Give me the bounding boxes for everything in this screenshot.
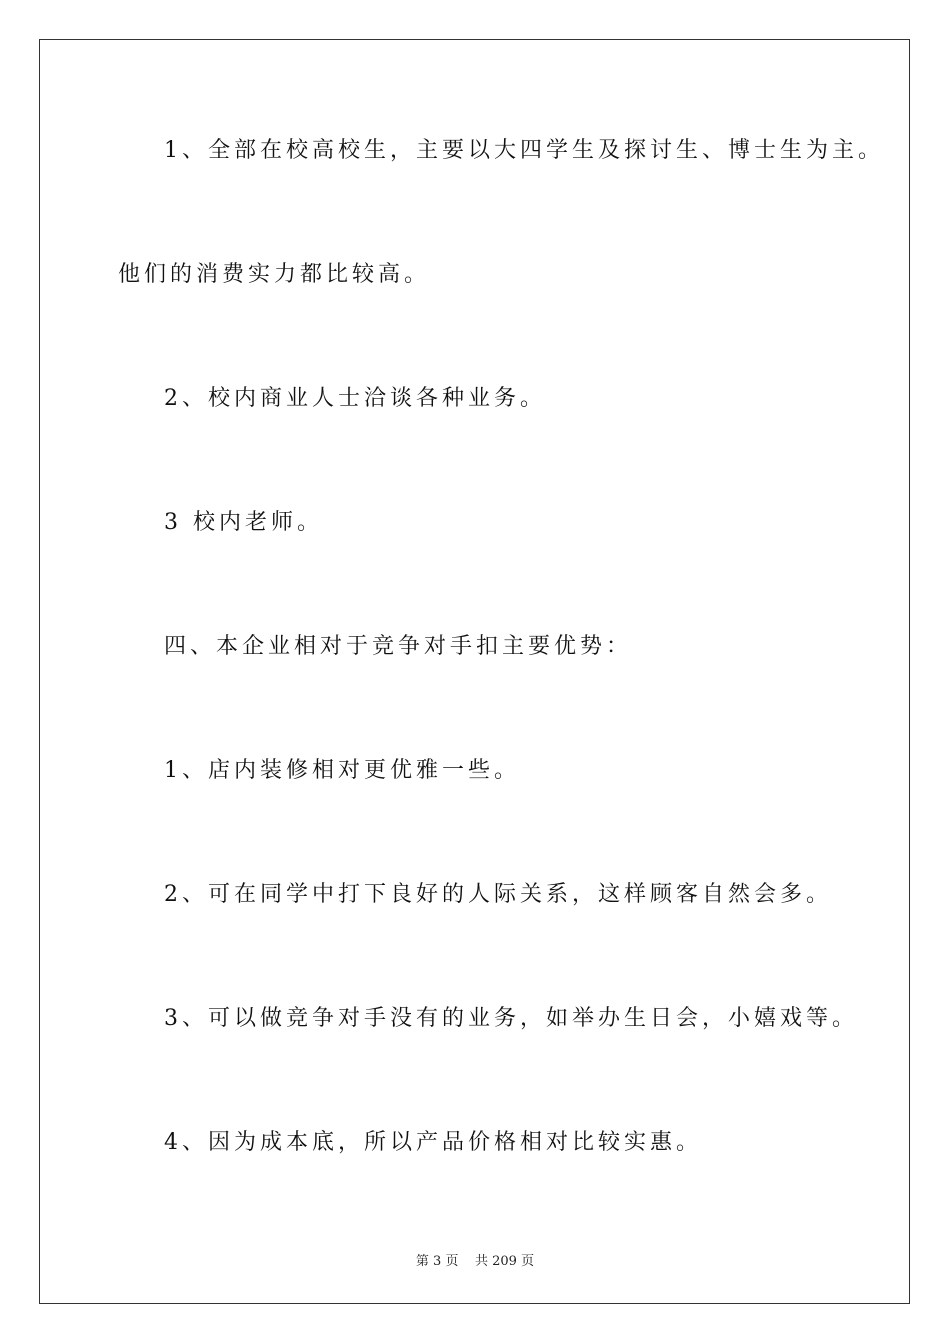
advantage-2: 2、可在同学中打下良好的人际关系，这样顾客自然会多。 [164, 882, 832, 907]
advantage-3: 3、可以做竞争对手没有的业务，如举办生日会，小嬉戏等。 [164, 1006, 858, 1031]
advantage-4: 4、因为成本底，所以产品价格相对比较实惠。 [164, 1130, 702, 1155]
page-number-footer: 第 3 页 共 209 页 [415, 1254, 535, 1269]
paragraph-2: 2、校内商业人士洽谈各种业务。 [164, 386, 546, 411]
paragraph-3: 3 校内老师。 [164, 510, 323, 535]
page-frame [39, 39, 910, 1304]
paragraph-1: 1、全部在校高校生，主要以大四学生及探讨生、博士生为主。 [164, 138, 884, 163]
advantage-1: 1、店内装修相对更优雅一些。 [164, 758, 520, 783]
paragraph-1-continued: 他们的消费实力都比较高。 [118, 262, 431, 287]
section-heading-4: 四、本企业相对于竞争对手扣主要优势： [164, 634, 633, 659]
